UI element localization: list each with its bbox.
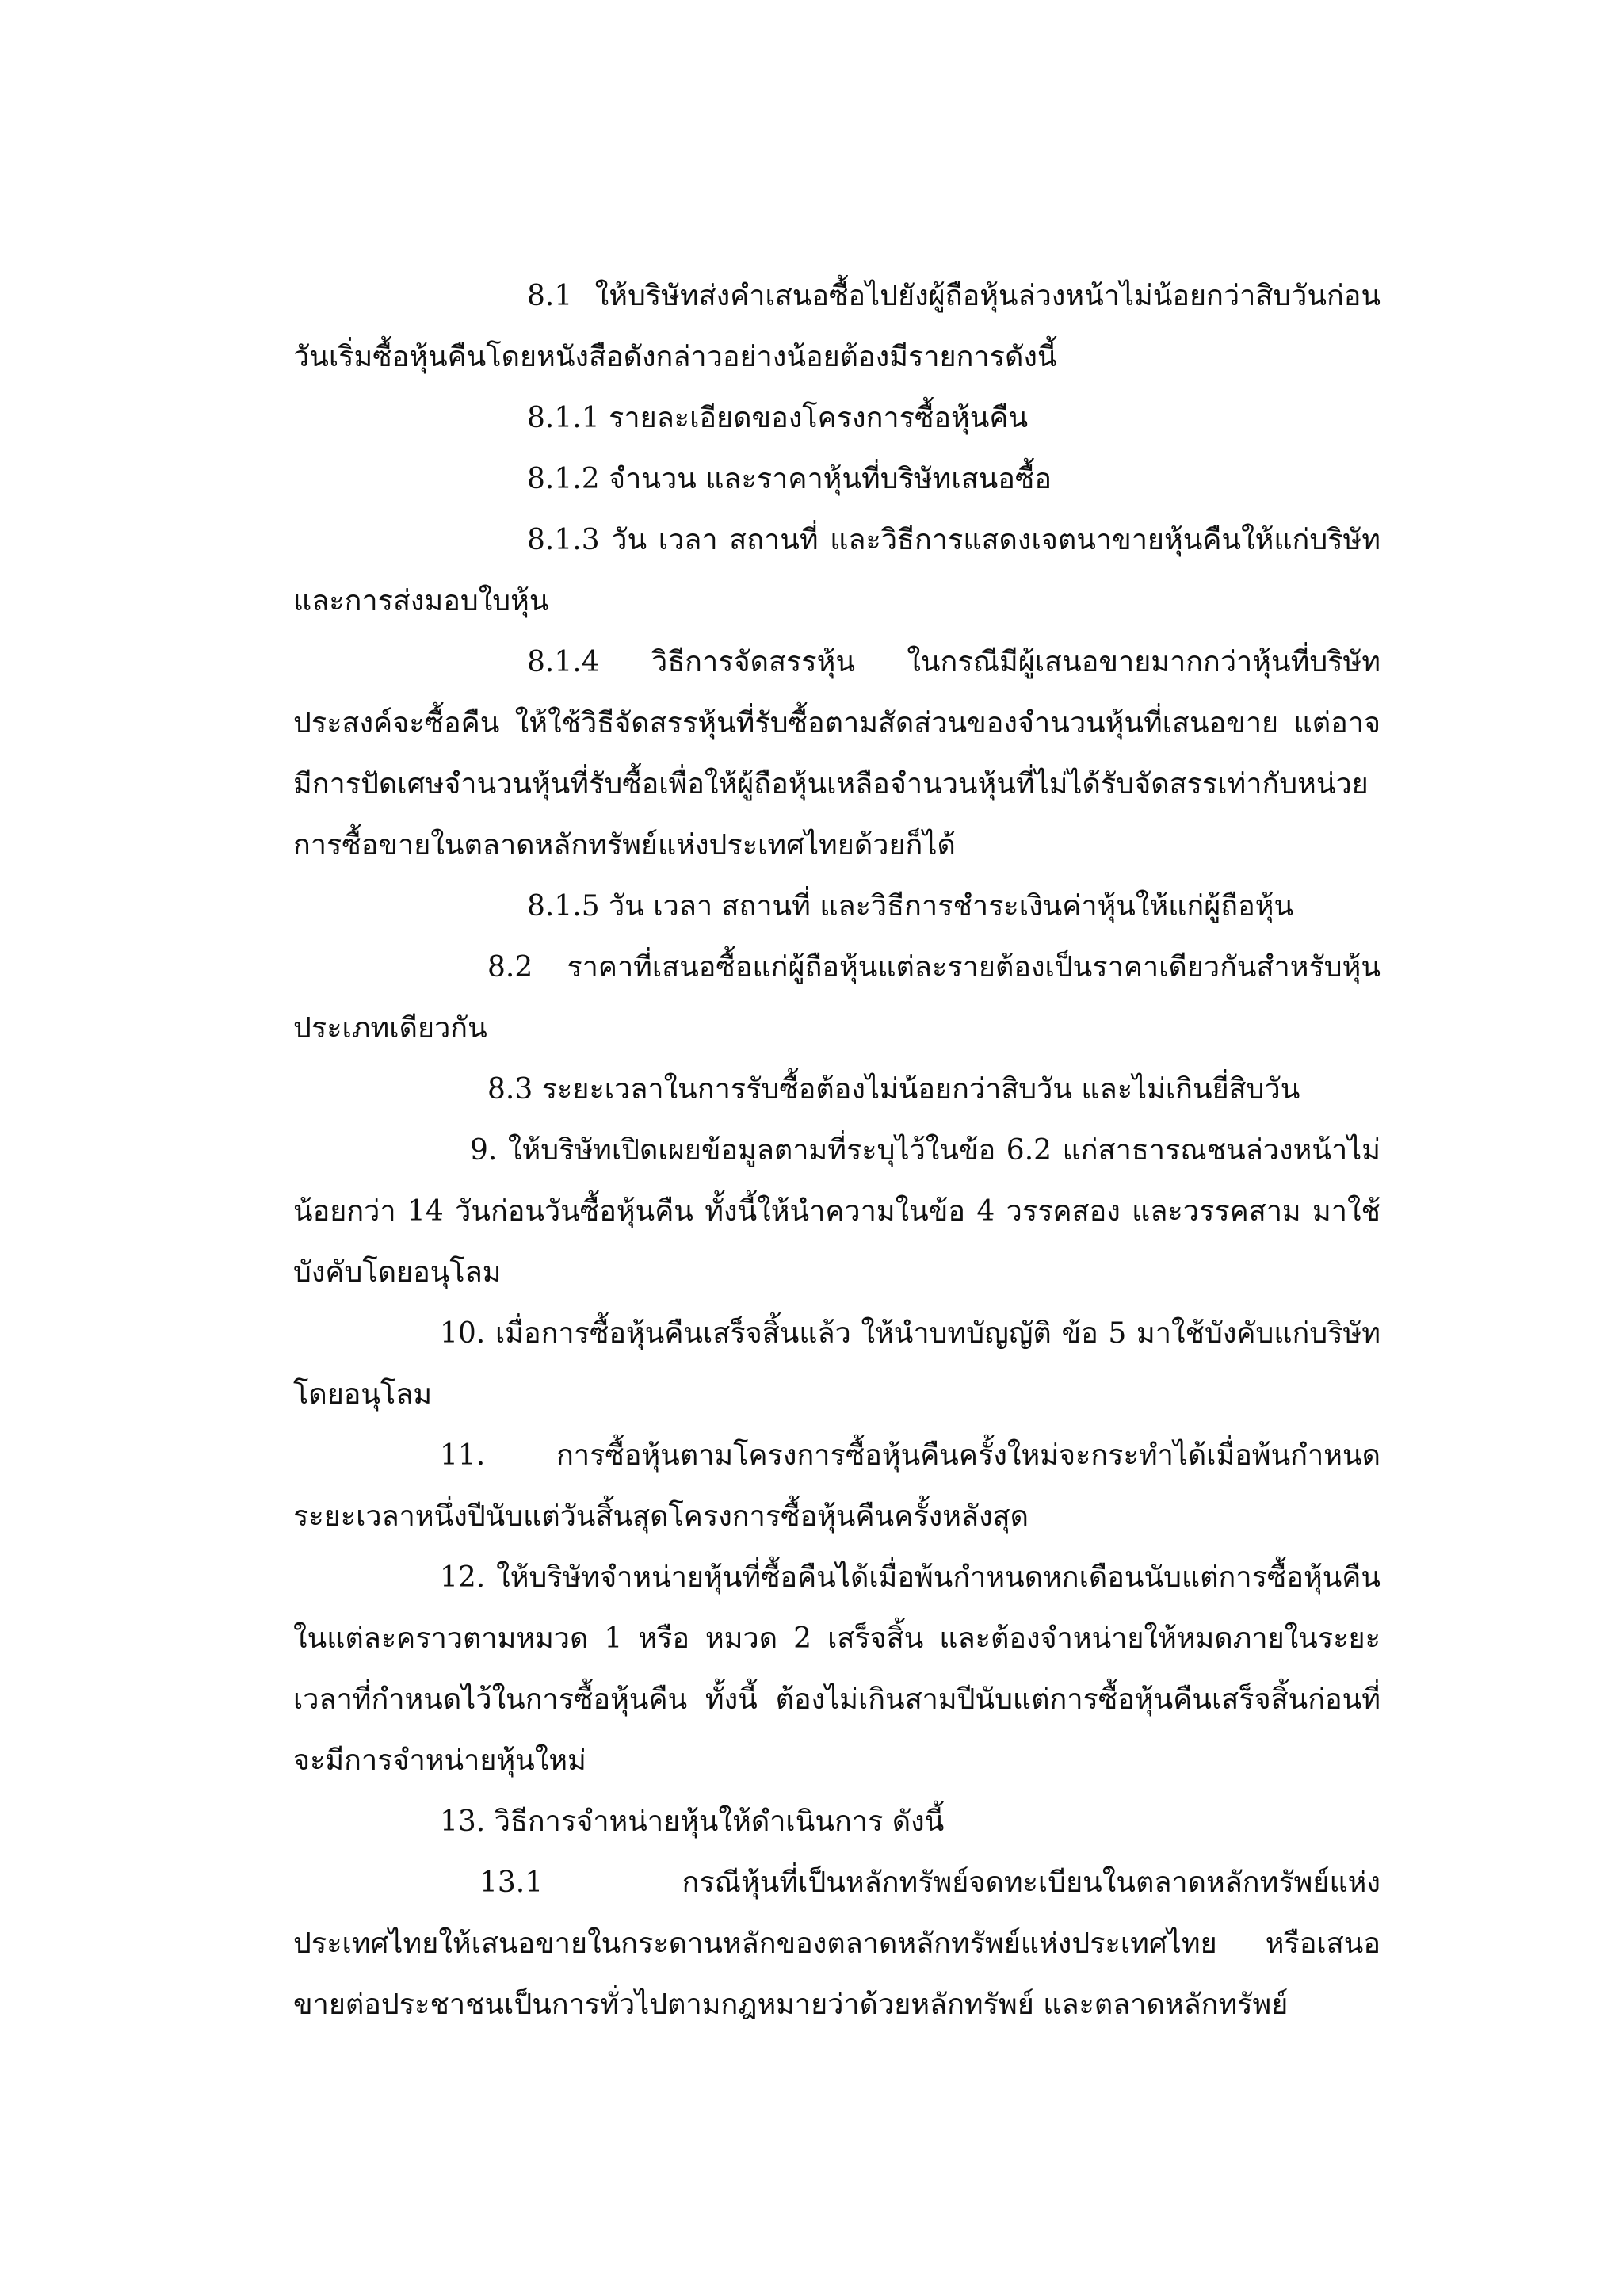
paragraph-8-1-3: 8.1.3 วัน เวลา สถานที่ และวิธีการแสดงเจตนาขายหุ้นคืนให้แก่บริษัท และการส่งมอบใบหุ้น: [293, 524, 1381, 617]
paragraph-8-1-5: 8.1.5 วัน เวลา สถานที่ และวิธีการชำระเงินค่าหุ้นให้แก่ผู้ถือหุ้น: [527, 890, 1294, 923]
paragraph-12: 12. ให้บริษัทจำหน่ายหุ้นที่ซื้อคืนได้เมื่อพ้นกำหนดหกเดือนนับแต่การซื้อหุ้นคืนในแต่ละคราวตามหมวด 1 หรือ หมวด 2 เสร็จสิ้น และต้องจำหน่ายให้หมดภายในระยะเวลาที่กำหนดไว้ในการซื้อหุ้นคืน ทั้งนี้ ต้องไม่เกินสามปีนับแต่การซื้อหุ้นคืนเสร็จสิ้นก่อนที่จะมีการจำหน่ายหุ้นใหม่: [293, 1561, 1381, 1777]
paragraph-8-1: 8.1 ให้บริษัทส่งคำเสนอซื้อไปยังผู้ถือหุ้นล่วงหน้าไม่น้อยกว่าสิบวันก่อนวันเริ่มซื้อหุ้นคืนโดยหนังสือดังกล่าวอย่างน้อยต้องมีรายการดังนี้: [293, 280, 1381, 373]
paragraph-8-3: 8.3 ระยะเวลาในการรับซื้อต้องไม่น้อยกว่าสิบวัน และไม่เกินยี่สิบวัน: [487, 1073, 1300, 1106]
paragraph-13: 13. วิธีการจำหน่ายหุ้นให้ดำเนินการ ดังนี้: [440, 1805, 945, 1838]
paragraph-8-1-4: 8.1.4 วิธีการจัดสรรหุ้น ในกรณีมีผู้เสนอขายมากกว่าหุ้นที่บริษัทประสงค์จะซื้อคืน ให้ใช้วิธีจัดสรรหุ้นที่รับซื้อตามสัดส่วนของจำนวนหุ้นที่เสนอขาย แต่อาจมีการปัดเศษจำนวนหุ้นที่รับซื้อเพื่อให้ผู้ถือหุ้นเหลือจำนวนหุ้นที่ไม่ได้รับจัดสรรเท่ากับหน่วยการซื้อขายในตลาดหลักทรัพย์แห่งประเทศไทยด้วยก็ได้: [293, 646, 1381, 861]
paragraph-10: 10. เมื่อการซื้อหุ้นคืนเสร็จสิ้นแล้ว ให้นำบทบัญญัติ ข้อ 5 มาใช้บังคับแก่บริษัทโดยอนุโลม: [293, 1317, 1381, 1411]
paragraph-8-1-2: 8.1.2 จำนวน และราคาหุ้นที่บริษัทเสนอซื้อ: [527, 463, 1052, 495]
paragraph-8-1-1: 8.1.1 รายละเอียดของโครงการซื้อหุ้นคืน: [527, 402, 1029, 434]
paragraph-11: 11. การซื้อหุ้นตามโครงการซื้อหุ้นคืนครั้งใหม่จะกระทำได้เมื่อพ้นกำหนดระยะเวลาหนึ่งปีนับแต่วันสิ้นสุดโครงการซื้อหุ้นคืนครั้งหลังสุด: [293, 1439, 1381, 1533]
paragraph-8-2: 8.2 ราคาที่เสนอซื้อแก่ผู้ถือหุ้นแต่ละรายต้องเป็นราคาเดียวกันสำหรับหุ้นประเภทเดียวกัน: [293, 951, 1381, 1045]
paragraph-9: 9. ให้บริษัทเปิดเผยข้อมูลตามที่ระบุไว้ในข้อ 6.2 แก่สาธารณชนล่วงหน้าไม่น้อยกว่า 14 วันก่อนวันซื้อหุ้นคืน ทั้งนี้ให้นำความในข้อ 4 วรรคสอง และวรรคสาม มาใช้บังคับโดยอนุโลม: [293, 1134, 1381, 1289]
document-body: [293, 266, 1381, 2035]
paragraph-13-1: 13.1 กรณีหุ้นที่เป็นหลักทรัพย์จดทะเบียนในตลาดหลักทรัพย์แห่งประเทศไทยให้เสนอขายในกระดานหลักของตลาดหลักทรัพย์แห่งประเทศไทย หรือเสนอขายต่อประชาชนเป็นการทั่วไปตามกฎหมายว่าด้วยหลักทรัพย์ และตลาดหลักทรัพย์: [293, 1866, 1381, 2021]
